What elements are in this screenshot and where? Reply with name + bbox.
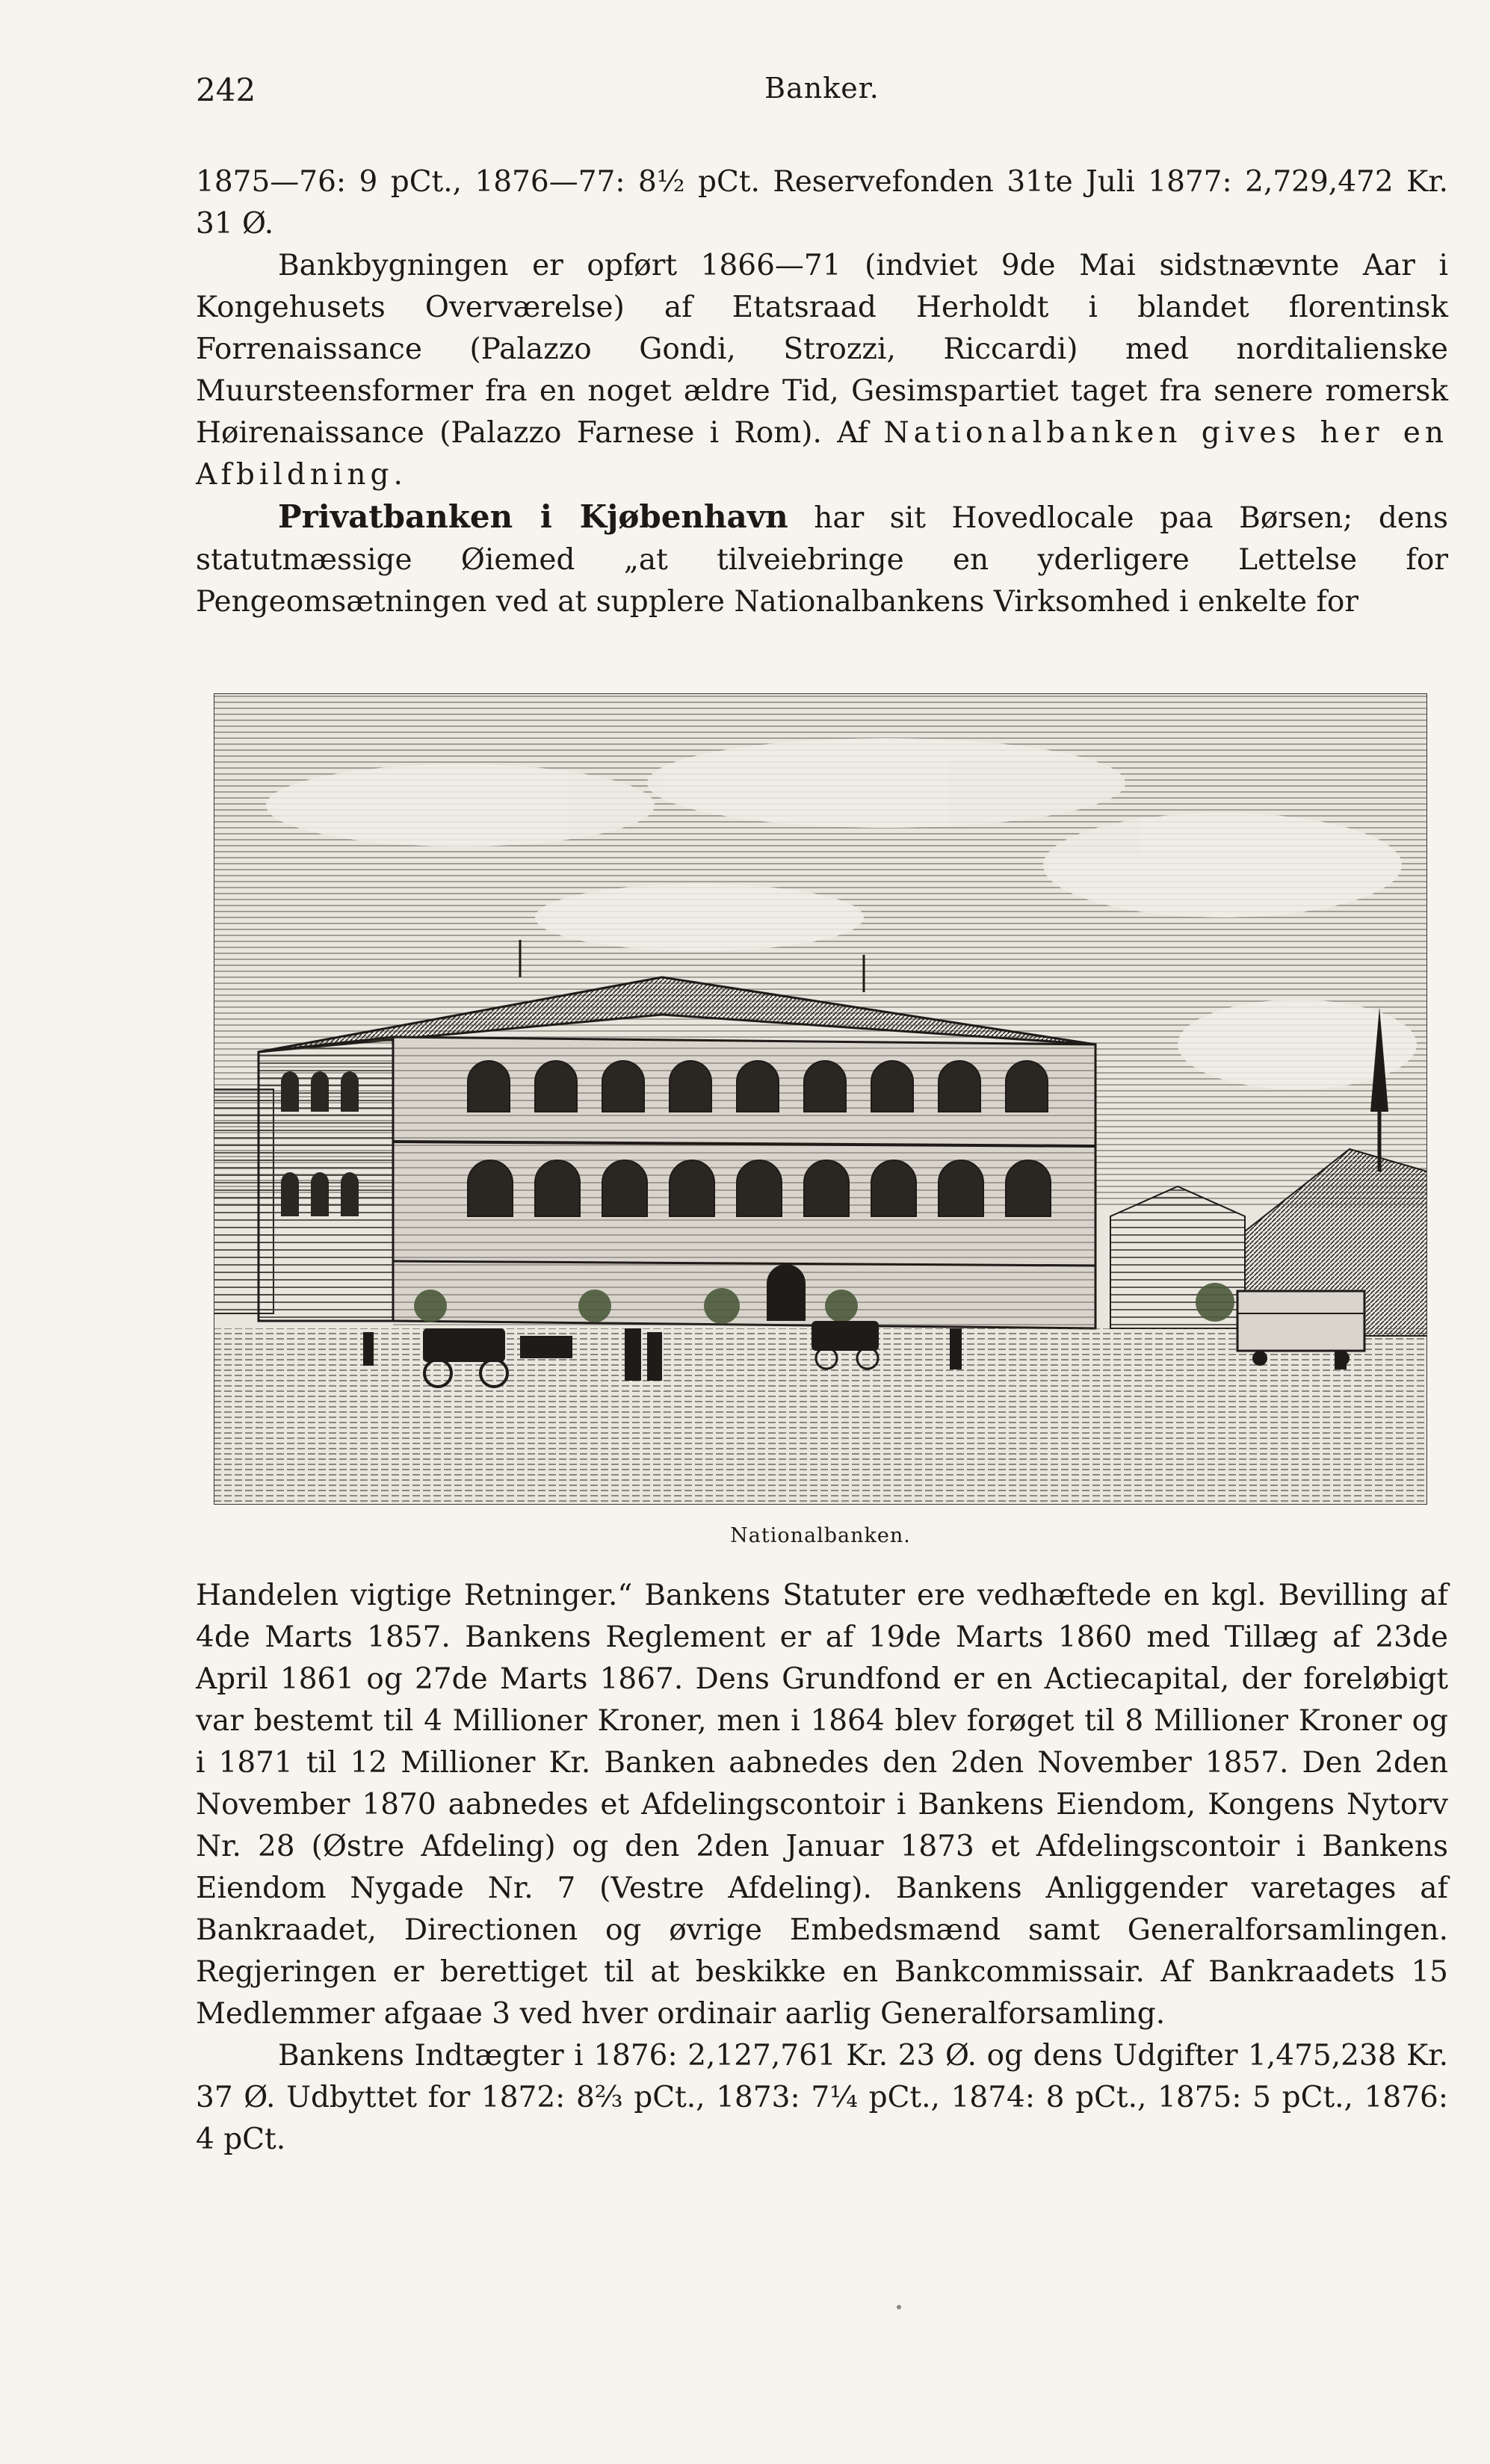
print-speck (897, 2305, 901, 2309)
entrance-arch (767, 1264, 806, 1321)
paragraph-privatbanken (196, 496, 1448, 623)
upper-text-block (196, 161, 1448, 623)
lower-text-block (196, 1575, 1448, 2161)
paragraph-statutes: Handelen vigtige Retninger.“ Bankens Statuter ere vedhæftede en kgl. Bevilling af 4de Marts 1857. Bankens Reglement er af 19de Marts 1860 med Tillæg af 23de April 1861 og 27de Marts 1867. Dens Grundfond er en Actiecapital, der foreløbigt var bestemt til 4 Millioner Kroner, men i 1864 blev forøget til 8 Millioner Kroner og i 1871 til 12 Millioner Kr. Banken aabnedes den 2den November 1857. Den 2den November 1870 aabnedes et Afdelingscontoir i Bankens Eiendom, Kongens Nytorv Nr. 28 (Østre Afdeling) og den 2den Januar 1873 et Afdelingscontoir i Bankens Eiendom Nygade Nr. 7 (Vestre Afdeling). Bankens Anliggender varetages af Bankraadet, Directionen og øvrige Embedsmænd samt Generalforsamlingen. Regjeringen er berettiget til at beskikke en Bankcommissair. Af Bankraadets 15 Medlemmer afgaae 3 ved hver ordinair aarlig Generalforsamling. (196, 1579, 1448, 2031)
paragraph-bank-building (196, 245, 1448, 496)
nationalbanken-engraving (214, 693, 1427, 1505)
bank-building-text: Bankbygningen er opført 1866—71 (indviet 9de Mai sidstnævnte Aar i Kongehusets Overværelse) af Etatsraad Herholdt i blandet florentinsk Forrenaissance (Palazzo Gondi, Strozzi, Riccardi) med norditalienske Muursteensformer fra en noget ældre Tid, Gesimspartiet taget fra senere romersk Høirenaissance (Palazzo Farnese i Rom). Af (196, 249, 1448, 450)
running-head: Banker. (764, 72, 880, 105)
privatbanken-heading: Privatbanken i Kjøbenhavn (278, 498, 788, 535)
engraving-illustration (214, 693, 1427, 1505)
bank-building-spaced-text: Nationalbanken gives her en Afbildning. (196, 416, 1448, 492)
figure-caption: Nationalbanken. (730, 1524, 911, 1547)
lower-windows (468, 1160, 1051, 1216)
upper-windows (468, 1061, 1048, 1112)
paragraph-income: Bankens Indtægter i 1876: 2,127,761 Kr. 23 Ø. og dens Udgifter 1,475,238 Kr. 37 Ø. Udbyttet for 1872: 8⅔ pCt., 1873: 7¼ pCt., 1874: 8 pCt., 1875: 5 pCt., 1876: 4 pCt. (196, 2039, 1448, 2156)
street-ground (214, 1328, 1427, 1505)
page-number: 242 (196, 72, 256, 108)
paragraph-dividends: 1875—76: 9 pCt., 1876—77: 8½ pCt. Reservefonden 31te Juli 1877: 2,729,472 Kr. 31 Ø. (196, 165, 1448, 241)
privatbanken-text: har sit Hovedlocale paa Børsen; dens statutmæssige Øiemed „at tilveiebringe en yderligere Lettelse for Pengeomsætningen ved at supplere Nationalbankens Virksomhed i enkelte for (196, 501, 1449, 619)
page-header (196, 72, 1448, 117)
